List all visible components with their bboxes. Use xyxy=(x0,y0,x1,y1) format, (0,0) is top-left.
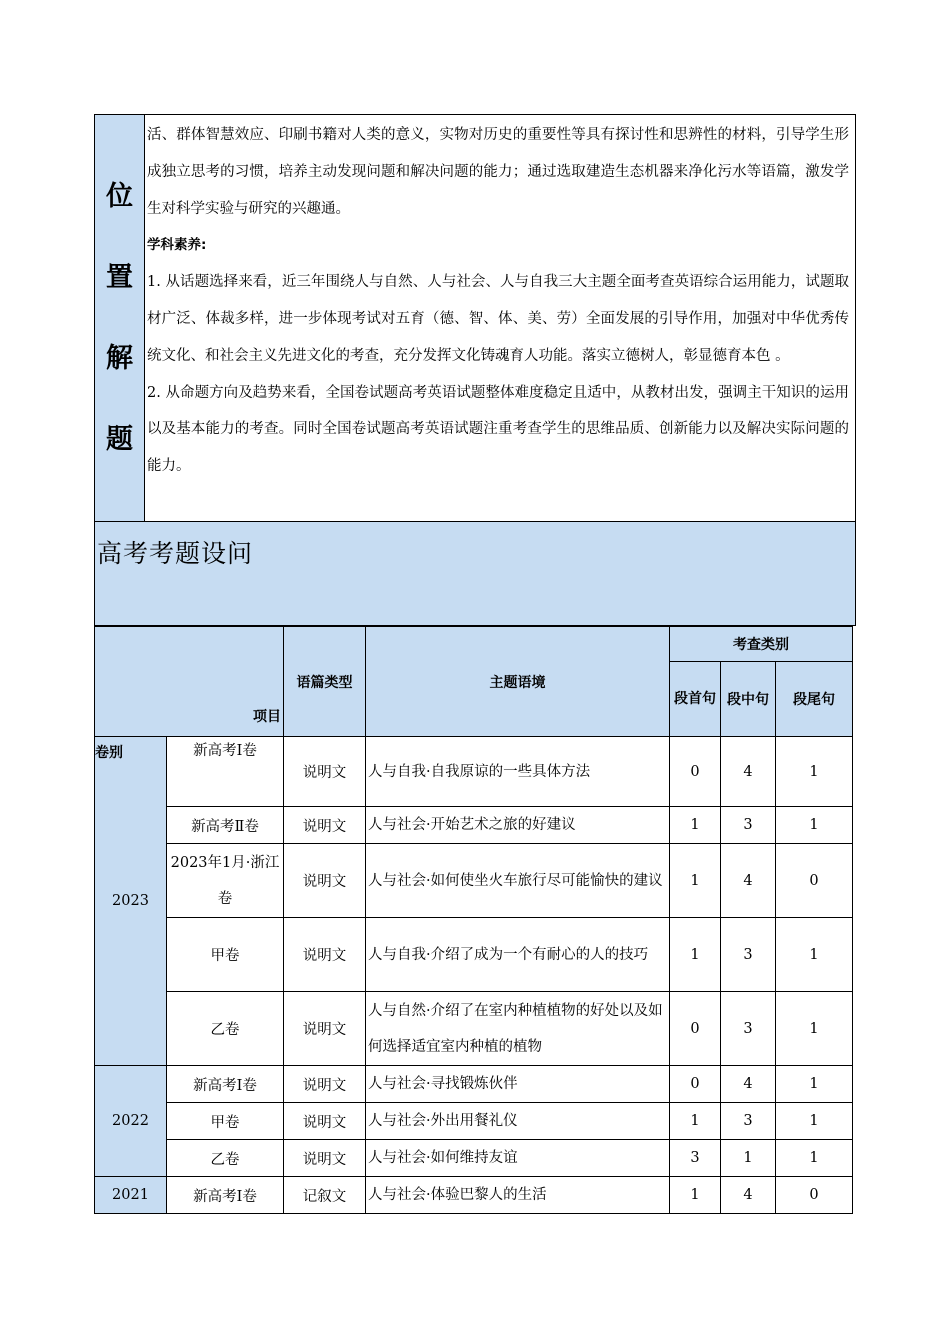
paragraph-1: 活、群体智慧效应、印刷书籍对人类的意义，实物对历史的重要性等具有探讨性和思辨性的材料，引导学生形成独立思考的习惯，培养主动发现问题和解决问题的能力；通过选取建造生态机器来净化污水等语篇，激发学生对科学实验与研究的兴趣通。 xyxy=(147,127,849,217)
last-cell: 1 xyxy=(776,992,853,1066)
exam-question-table xyxy=(94,626,853,1214)
side-char: 位 xyxy=(106,181,133,212)
theme-cell: 人与自然·介绍了在室内种植植物的好处以及如何选择适宜室内种植的植物 xyxy=(366,992,670,1066)
middle-cell: 3 xyxy=(721,1103,776,1140)
side-char: 题 xyxy=(106,424,133,455)
theme-cell: 人与社会·如何维持友谊 xyxy=(366,1140,670,1177)
year-cell: 2023 xyxy=(95,737,167,1066)
paper-cell: 新高考Ⅰ卷 xyxy=(167,1177,284,1214)
last-cell: 1 xyxy=(776,918,853,992)
header-theme: 主题语境 xyxy=(366,627,670,737)
middle-cell: 4 xyxy=(721,1066,776,1103)
type-cell: 说明文 xyxy=(284,1066,366,1103)
theme-cell: 人与自我·自我原谅的一些具体方法 xyxy=(366,737,670,807)
header-type: 语篇类型 xyxy=(284,627,366,737)
year-cell: 2021 xyxy=(95,1177,167,1214)
theme-cell: 人与社会·如何使坐火车旅行尽可能愉快的建议 xyxy=(366,844,670,918)
theme-cell: 人与社会·外出用餐礼仪 xyxy=(366,1103,670,1140)
type-cell: 说明文 xyxy=(284,807,366,844)
first-cell: 3 xyxy=(670,1140,721,1177)
last-cell: 1 xyxy=(776,1066,853,1103)
last-cell: 1 xyxy=(776,737,853,807)
side-char: 解 xyxy=(106,343,133,374)
first-cell: 1 xyxy=(670,807,721,844)
year-cell: 2022 xyxy=(95,1066,167,1177)
type-cell: 说明文 xyxy=(284,1103,366,1140)
middle-cell: 4 xyxy=(721,844,776,918)
middle-cell: 4 xyxy=(721,737,776,807)
side-char: 置 xyxy=(106,262,133,293)
paper-cell: 乙卷 xyxy=(167,992,284,1066)
last-cell: 1 xyxy=(776,1140,853,1177)
paper-cell: 甲卷 xyxy=(167,918,284,992)
header-category: 考查类别 xyxy=(670,627,853,662)
first-cell: 0 xyxy=(670,992,721,1066)
first-cell: 1 xyxy=(670,1177,721,1214)
type-cell: 说明文 xyxy=(284,844,366,918)
middle-cell: 4 xyxy=(721,1177,776,1214)
analysis-text xyxy=(145,115,855,521)
first-cell: 0 xyxy=(670,1066,721,1103)
section-banner xyxy=(94,522,856,626)
section-title: 高考考题设问 xyxy=(97,539,254,568)
paragraph-3: 2. 从命题方向及趋势来看，全国卷试题高考英语试题整体难度稳定且适中，从教材出发，强调主干知识的运用以及基本能力的考查。同时全国卷试题高考英语试题注重考查学生的思维品质、创新能力以及解决实际问题的能力。 xyxy=(147,384,849,475)
side-title xyxy=(95,115,145,521)
paper-cell: 甲卷 xyxy=(167,1103,284,1140)
corner-top-label: 项目 xyxy=(253,708,281,725)
last-cell: 1 xyxy=(776,807,853,844)
header-last: 段尾句 xyxy=(776,662,853,737)
paragraph-2: 1. 从话题选择来看，近三年围绕人与自然、人与社会、人与自我三大主题全面考查英语综合运用能力，试题取材广泛、体裁多样，进一步体现考试对五育（德、智、体、美、劳）全面发展的引导作用，加强对中华优秀传统文化、和社会主义先进文化的考查，充分发挥文化铸魂育人功能。落实立德树人，彰显德育本色 。 xyxy=(147,274,849,364)
last-cell: 0 xyxy=(776,1177,853,1214)
last-cell: 1 xyxy=(776,1103,853,1140)
paper-cell: 新高考Ⅱ卷 xyxy=(167,807,284,844)
type-cell: 说明文 xyxy=(284,918,366,992)
middle-cell: 1 xyxy=(721,1140,776,1177)
paper-cell: 新高考Ⅰ卷 xyxy=(167,737,284,807)
paper-cell: 乙卷 xyxy=(167,1140,284,1177)
type-cell: 记叙文 xyxy=(284,1177,366,1214)
first-cell: 1 xyxy=(670,1103,721,1140)
theme-cell: 人与社会·体验巴黎人的生活 xyxy=(366,1177,670,1214)
header-first: 段首句 xyxy=(670,662,721,737)
position-analysis-box xyxy=(94,114,856,522)
type-cell: 说明文 xyxy=(284,1140,366,1177)
middle-cell: 3 xyxy=(721,807,776,844)
corner-bottom-label: 卷别 xyxy=(95,744,123,761)
last-cell: 0 xyxy=(776,844,853,918)
header-middle: 段中句 xyxy=(721,662,776,737)
middle-cell: 3 xyxy=(721,918,776,992)
subtitle-literacy: 学科素养: xyxy=(147,237,207,254)
theme-cell: 人与社会·寻找锻炼伙伴 xyxy=(366,1066,670,1103)
theme-cell: 人与社会·开始艺术之旅的好建议 xyxy=(366,807,670,844)
middle-cell: 3 xyxy=(721,992,776,1066)
first-cell: 0 xyxy=(670,737,721,807)
type-cell: 说明文 xyxy=(284,992,366,1066)
type-cell: 说明文 xyxy=(284,737,366,807)
theme-cell: 人与自我·介绍了成为一个有耐心的人的技巧 xyxy=(366,918,670,992)
paper-cell: 2023年1月·浙江卷 xyxy=(167,844,284,918)
paper-cell: 新高考Ⅰ卷 xyxy=(167,1066,284,1103)
first-cell: 1 xyxy=(670,918,721,992)
first-cell: 1 xyxy=(670,844,721,918)
